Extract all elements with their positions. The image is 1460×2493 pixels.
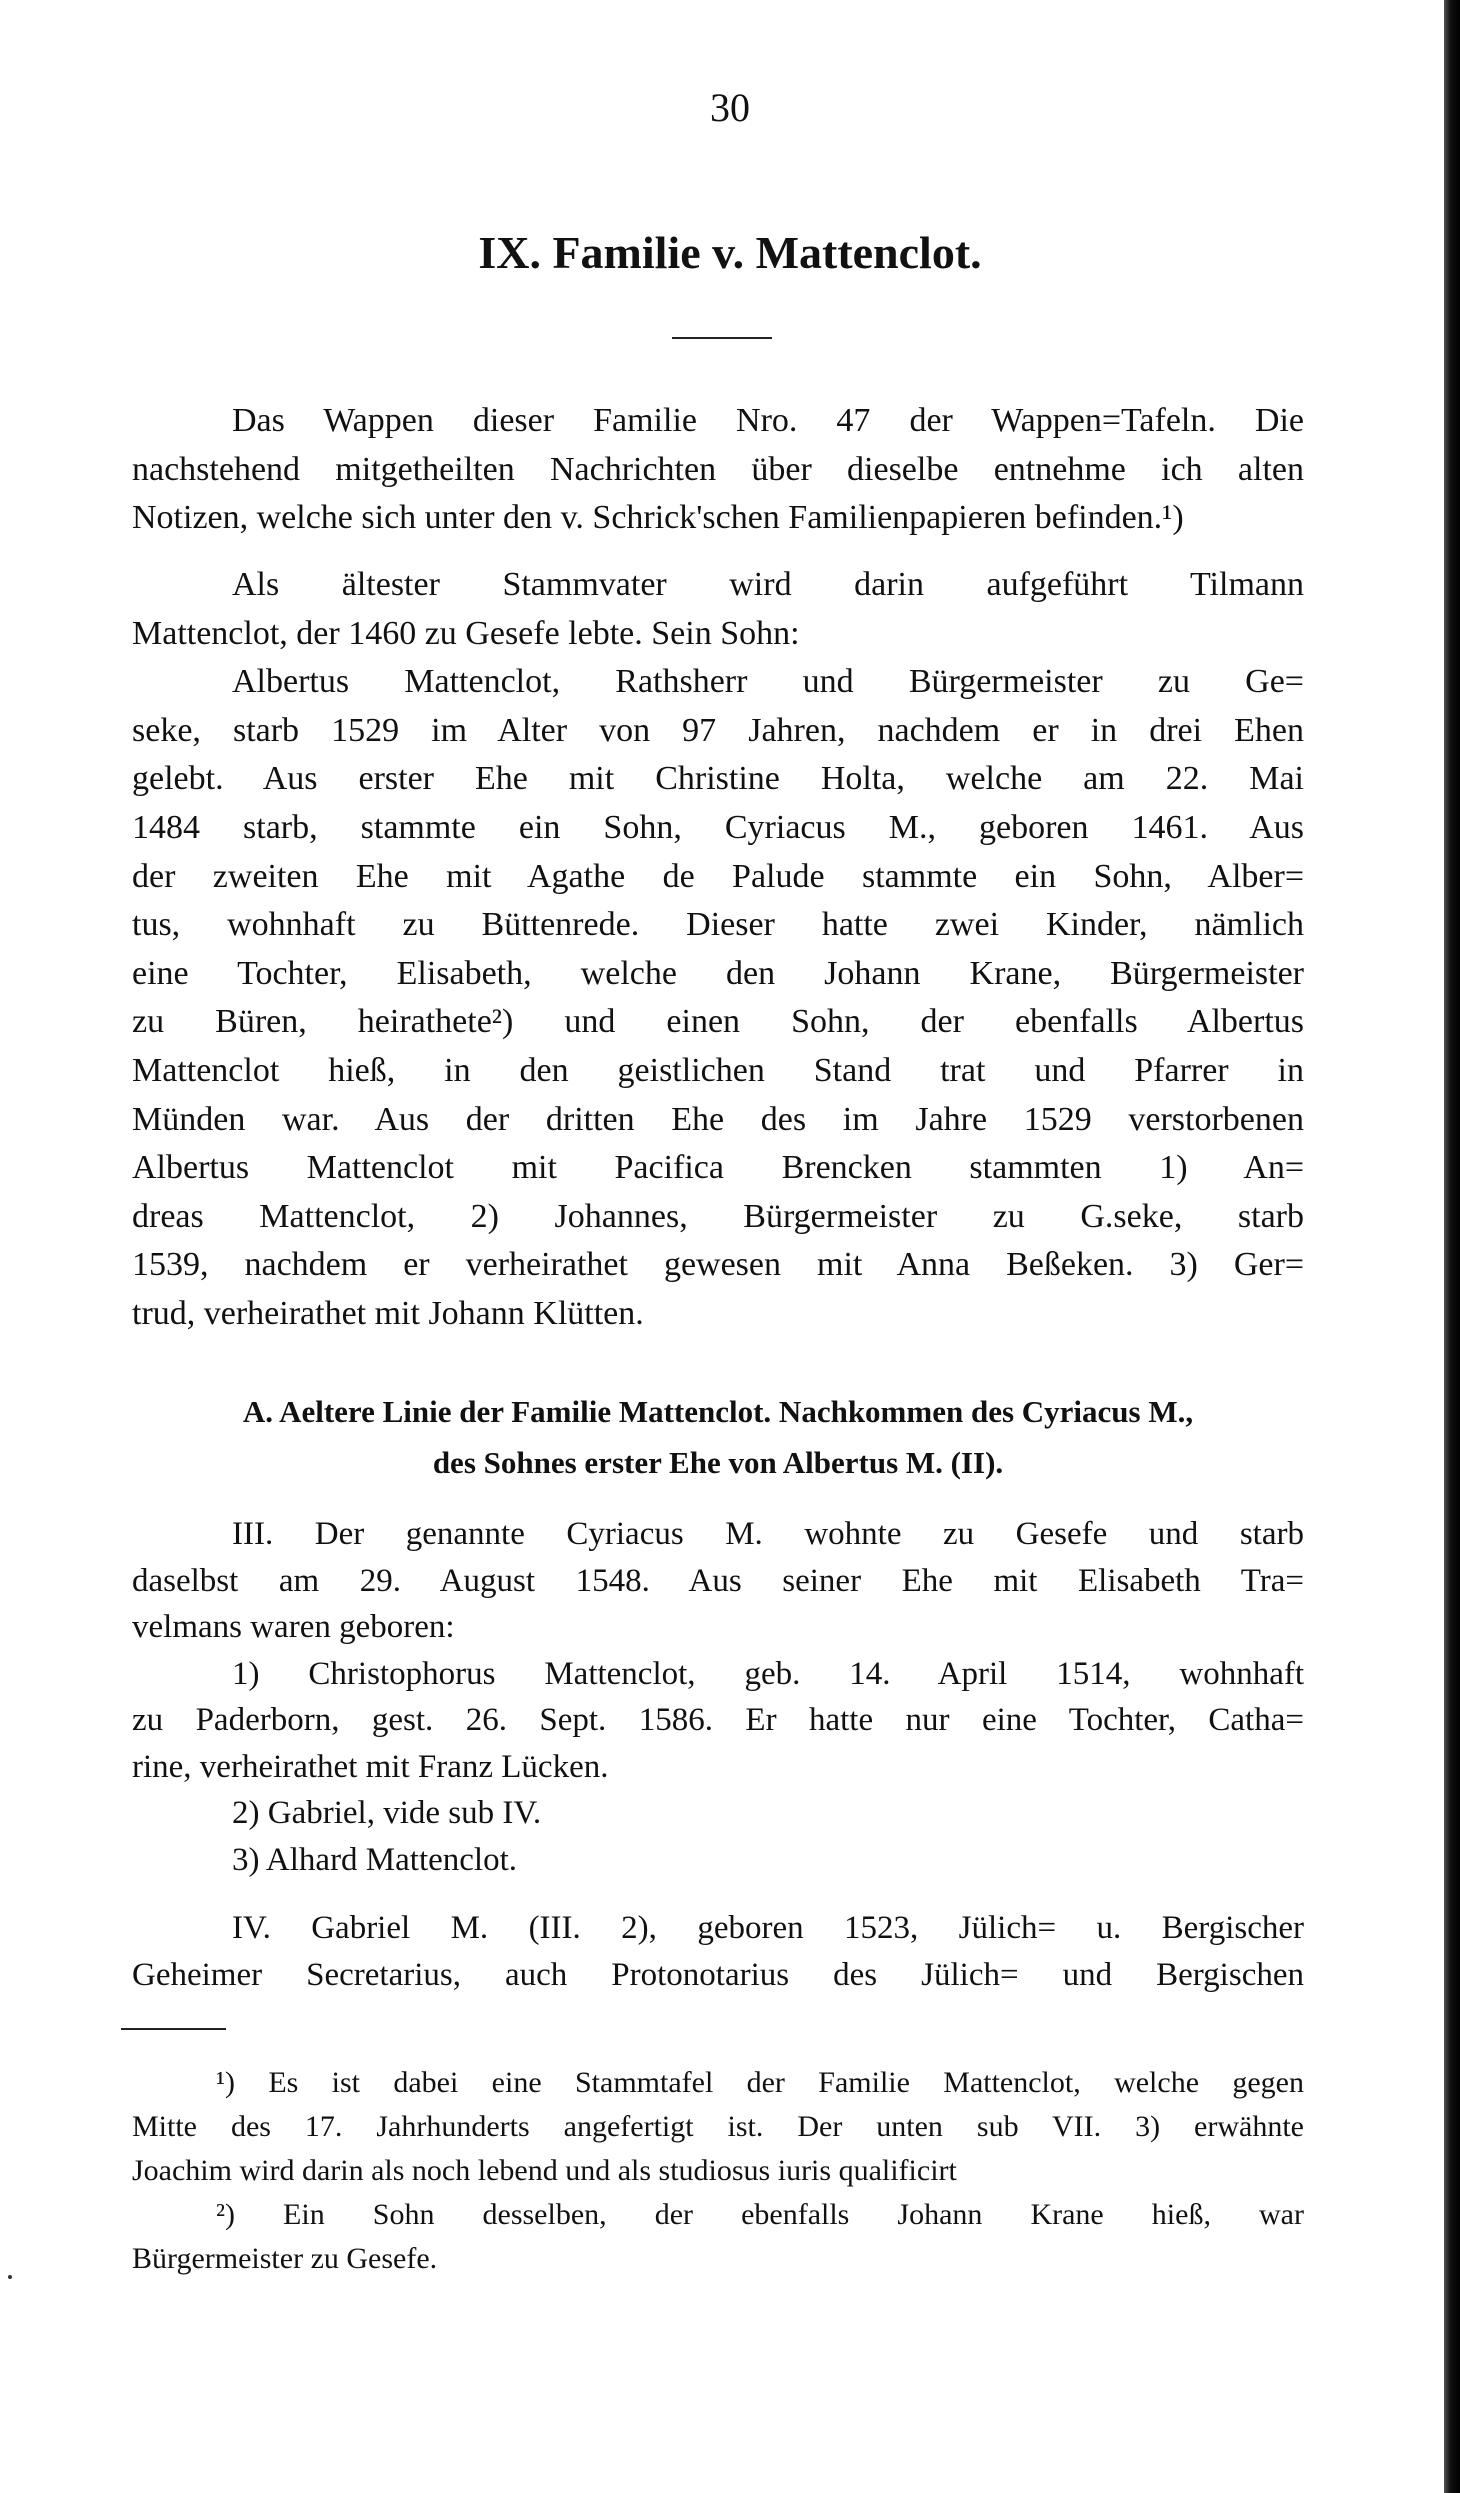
section-iv xyxy=(132,1905,1304,1998)
text-line: 3) Alhard Mattenclot. xyxy=(232,1841,518,1878)
text-line: velmans waren geboren: xyxy=(132,1609,455,1645)
section-iii xyxy=(132,1511,1304,1883)
text-line: Als ältester Stammvater wird darin aufgeführt Tilmann xyxy=(232,566,1304,603)
text-line: III. Der genannte Cyriacus M. wohnte zu Gesefe und starb xyxy=(232,1516,1304,1552)
text-line: Albertus Mattenclot, Rathsherr und Bürgermeister zu Ge= xyxy=(232,663,1304,701)
text-line: Mattenclot hieß, in den geistlichen Stand trat und Pfarrer in xyxy=(132,1051,1304,1089)
section-heading xyxy=(132,1386,1304,1488)
footnote-divider xyxy=(121,2028,226,2030)
text-line: Geheimer Secretarius, auch Protonotarius des Jülich= und Bergischen xyxy=(132,1956,1304,1993)
stammvater-paragraph xyxy=(132,561,1304,1339)
text-line: rine, verheirathet mit Franz Lücken. xyxy=(132,1748,609,1785)
text-line: ¹) Es ist dabei eine Stammtafel der Familie Mattenclot, welche gegen xyxy=(216,2066,1304,2099)
text-line: Münden war. Aus der dritten Ehe des im Jahre 1529 verstorbenen xyxy=(132,1100,1304,1138)
text-line: 2) Gabriel, vide sub IV. xyxy=(232,1795,542,1831)
text-line: Joachim wird darin als noch lebend und als studiosus iuris qualificirt xyxy=(132,2154,957,2187)
text-line: seke, starb 1529 im Alter von 97 Jahren, nachdem er in drei Ehen xyxy=(132,711,1304,749)
chapter-title: IX. Familie v. Mattenclot. xyxy=(478,227,982,278)
text-line: des Sohnes erster Ehe von Albertus M. (II). xyxy=(432,1445,1004,1480)
text-line: Mattenclot, der 1460 zu Gesefe lebte. Sein Sohn: xyxy=(132,614,800,652)
page-number: 30 xyxy=(710,85,750,130)
text-line: eine Tochter, Elisabeth, welche den Johann Krane, Bürgermeister xyxy=(132,954,1304,992)
text-line: dreas Mattenclot, 2) Johannes, Bürgermeister zu G.seke, starb xyxy=(132,1197,1304,1235)
text-line: tus, wohnhaft zu Büttenrede. Dieser hatte zwei Kinder, nämlich xyxy=(132,906,1304,944)
scan-page-edge xyxy=(1444,0,1460,2493)
text-line: Notizen, welche sich unter den v. Schrick'schen Familienpapieren befinden.¹) xyxy=(132,499,1184,537)
text-line: zu Büren, heirathete²) und einen Sohn, der ebenfalls Albertus xyxy=(132,1003,1304,1041)
text-line: trud, verheirathet mit Johann Klütten. xyxy=(132,1294,644,1332)
text-line: Das Wappen dieser Familie Nro. 47 der Wappen=Tafeln. Die xyxy=(232,402,1304,439)
text-line: der zweiten Ehe mit Agathe de Palude stammte ein Sohn, Alber= xyxy=(132,857,1304,895)
footnotes xyxy=(132,2061,1304,2281)
text-line: zu Paderborn, gest. 26. Sept. 1586. Er hatte nur eine Tochter, Catha= xyxy=(132,1702,1304,1738)
text-line: 1539, nachdem er verheirathet gewesen mit Anna Beßeken. 3) Ger= xyxy=(132,1246,1304,1284)
text-line: nachstehend mitgetheilten Nachrichten über dieselbe entnehme ich alten xyxy=(132,450,1304,488)
text-line: daselbst am 29. August 1548. Aus seiner Ehe mit Elisabeth Tra= xyxy=(132,1562,1304,1599)
text-line: IV. Gabriel M. (III. 2), geboren 1523, Jülich= u. Bergischer xyxy=(232,1910,1304,1946)
text-line: gelebt. Aus erster Ehe mit Christine Holta, welche am 22. Mai xyxy=(132,760,1304,798)
title-divider xyxy=(672,337,772,339)
intro-paragraph xyxy=(132,397,1304,543)
text-line: Albertus Mattenclot mit Pacifica Brencken stammten 1) An= xyxy=(132,1149,1304,1187)
text-line: ²) Ein Sohn desselben, der ebenfalls Johann Krane hieß, war xyxy=(216,2198,1304,2231)
scan-speck xyxy=(8,2275,12,2279)
text-line: Bürgermeister zu Gesefe. xyxy=(132,2242,438,2275)
text-line: A. Aeltere Linie der Familie Mattenclot. Nachkommen des Cyriacus M., xyxy=(242,1394,1194,1429)
text-line: Mitte des 17. Jahrhunderts angefertigt ist. Der unten sub VII. 3) erwähnte xyxy=(132,2110,1304,2143)
text-line: 1) Christophorus Mattenclot, geb. 14. April 1514, wohnhaft xyxy=(232,1655,1304,1692)
text-line: 1484 starb, stammte ein Sohn, Cyriacus M., geboren 1461. Aus xyxy=(132,808,1304,846)
